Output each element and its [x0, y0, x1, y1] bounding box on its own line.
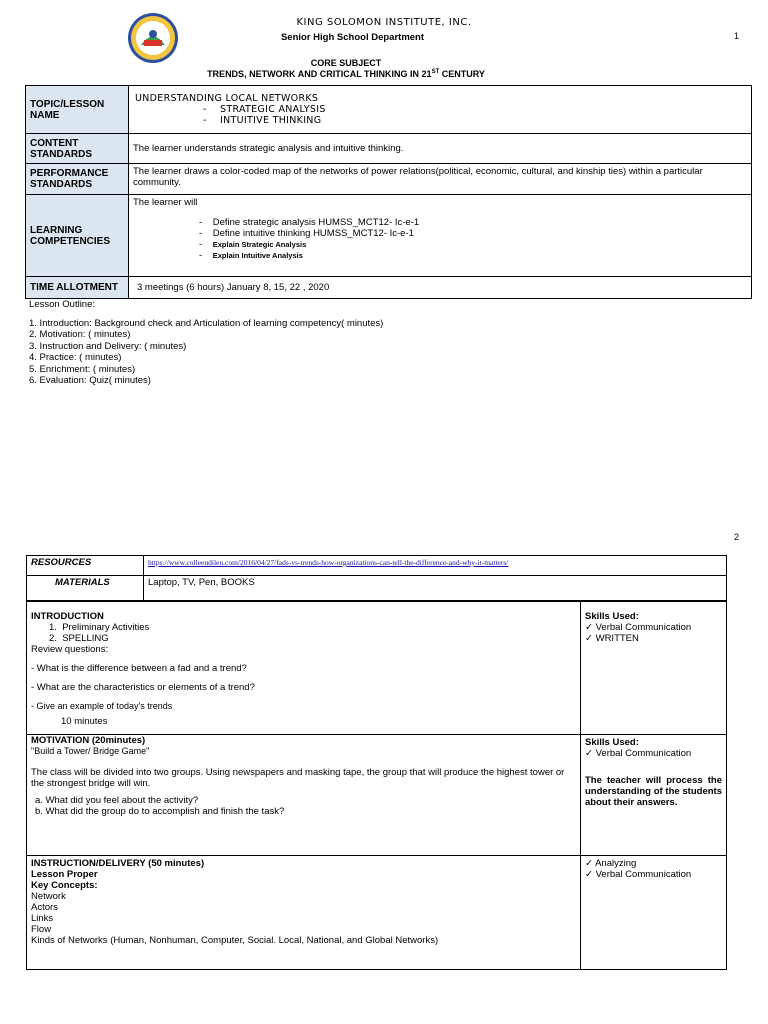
review-question: - What are the characteristics or elements of a trend?	[31, 682, 255, 693]
intro-item: 1. Preliminary Activities	[49, 622, 150, 633]
lesson-outline-list	[29, 318, 383, 386]
teacher-note: The teacher will process the understanding of the students about their answers.	[585, 775, 722, 808]
content-standards-label: CONTENT STANDARDS	[26, 134, 129, 164]
motivation-skills-cell	[581, 735, 727, 856]
skill-item: ✓ Verbal Communication	[585, 748, 692, 759]
time-allotment-label: TIME ALLOTMENT	[26, 277, 129, 299]
skill-item: ✓ WRITTEN	[585, 633, 639, 644]
page-number: 2	[734, 532, 740, 542]
introduction-cell	[27, 601, 581, 735]
competency-item: - Explain Intuitive Analysis	[199, 250, 303, 261]
outline-item: 5. Enrichment: ( minutes)	[29, 363, 136, 375]
materials-text: Laptop, TV, Pen, BOOKS	[144, 576, 727, 602]
topic-item: - STRATEGIC ANALYSIS	[203, 104, 326, 115]
topic-cell	[129, 86, 752, 134]
intro-time: 10 minutes	[61, 716, 108, 727]
resources-label: RESOURCES	[27, 556, 144, 576]
resources-table	[26, 555, 727, 602]
skill-item: ✓ Verbal Communication	[585, 622, 692, 633]
motivation-question: a. What did you feel about the activity?	[35, 795, 199, 806]
instruction-cell	[27, 856, 581, 970]
competency-item: - Define intuitive thinking HUMSS_MCT12- Ic-e-1	[199, 228, 414, 239]
outline-item: 1. Introduction: Background check and Articulation of learning competency( minutes)	[29, 318, 384, 329]
skills-heading: Skills Used:	[585, 737, 639, 748]
content-standards-text: The learner understands strategic analysis and intuitive thinking.	[129, 134, 752, 164]
competency-item: - Define strategic analysis HUMSS_MCT12- Ic-e-1	[199, 217, 420, 228]
motivation-heading: MOTIVATION (20minutes)	[31, 735, 146, 746]
materials-label: MATERIALS	[27, 576, 144, 602]
intro-item: 2. SPELLING	[49, 633, 109, 644]
topic-title: UNDERSTANDING LOCAL NETWORKS	[135, 93, 319, 104]
motivation-description: The class will be divided into two groups. Using newspapers and masking tape, the group that will produce the highest tower or the strongest bridge will win.	[31, 767, 565, 789]
skill-item: ✓ Verbal Communication	[585, 869, 692, 880]
resources-cell	[144, 556, 727, 576]
motivation-question: b. What did the group do to accomplish and finish the task?	[35, 806, 285, 817]
time-allotment-text: 3 meetings (6 hours) January 8, 15, 22 , 2020	[129, 277, 752, 299]
concept-item: Links	[31, 913, 54, 924]
review-question: - Give an example of today's trends	[31, 701, 173, 711]
concept-item: Flow	[31, 924, 52, 935]
lesson-outline-heading: Lesson Outline:	[29, 299, 96, 310]
motivation-cell	[27, 735, 581, 856]
skill-item: ✓ Analyzing	[585, 858, 637, 869]
performance-standards-text: The learner draws a color-coded map of the networks of power relations(political, economic, cultural, and kinship ties) within a particular community.	[129, 164, 752, 195]
concept-item: Network	[31, 891, 66, 902]
competency-item: - Explain Strategic Analysis	[199, 239, 307, 250]
core-subject-label: CORE SUBJECT	[310, 58, 382, 68]
review-label: Review questions:	[31, 644, 109, 655]
outline-item: 3. Instruction and Delivery: ( minutes)	[29, 340, 187, 352]
motivation-game: "Build a Tower/ Bridge Game"	[31, 746, 150, 756]
learning-competencies-cell	[129, 195, 752, 277]
page-number: 1	[734, 31, 740, 41]
instruction-heading: INSTRUCTION/DELIVERY (50 minutes)	[31, 858, 205, 869]
course-title: TRENDS, NETWORK AND CRITICAL THINKING IN 21ST CENTURY	[207, 69, 485, 79]
concept-item: Actors	[31, 902, 58, 913]
key-concepts-label: Key Concepts:	[31, 880, 98, 891]
school-name: KING SOLOMON INSTITUTE, INC.	[296, 17, 472, 28]
topic-item: - INTUITIVE THINKING	[203, 115, 322, 126]
lesson-proper-label: Lesson Proper	[31, 869, 98, 880]
outline-item: 6. Evaluation: Quiz( minutes)	[29, 375, 151, 387]
procedure-table	[26, 600, 727, 970]
intro-skills-cell	[581, 601, 727, 735]
performance-standards-label: PERFORMANCE STANDARDS	[26, 164, 129, 195]
topic-label: TOPIC/LESSON NAME	[26, 86, 129, 134]
review-question: - What is the difference between a fad and a trend?	[31, 663, 247, 674]
introduction-heading: INTRODUCTION	[31, 611, 104, 622]
outline-item: 2. Motivation: ( minutes)	[29, 329, 131, 341]
concept-item: Kinds of Networks (Human, Nonhuman, Computer, Social. Local, National, and Global Networks)	[31, 935, 439, 946]
resource-link[interactable]: https://www.colleendilen.com/2016/04/27/fads-vs-trends-how-organizations-can-tell-the-difference-and-why-it-matters/	[148, 558, 509, 567]
department-name: Senior High School Department	[280, 32, 425, 43]
instruction-skills-cell	[581, 856, 727, 970]
lesson-plan-table	[25, 85, 752, 299]
learning-competencies-label: LEARNING COMPETENCIES	[26, 195, 129, 277]
skills-heading: Skills Used:	[585, 611, 639, 622]
competencies-intro: The learner will	[133, 197, 198, 208]
outline-item: 4. Practice: ( minutes)	[29, 352, 122, 364]
